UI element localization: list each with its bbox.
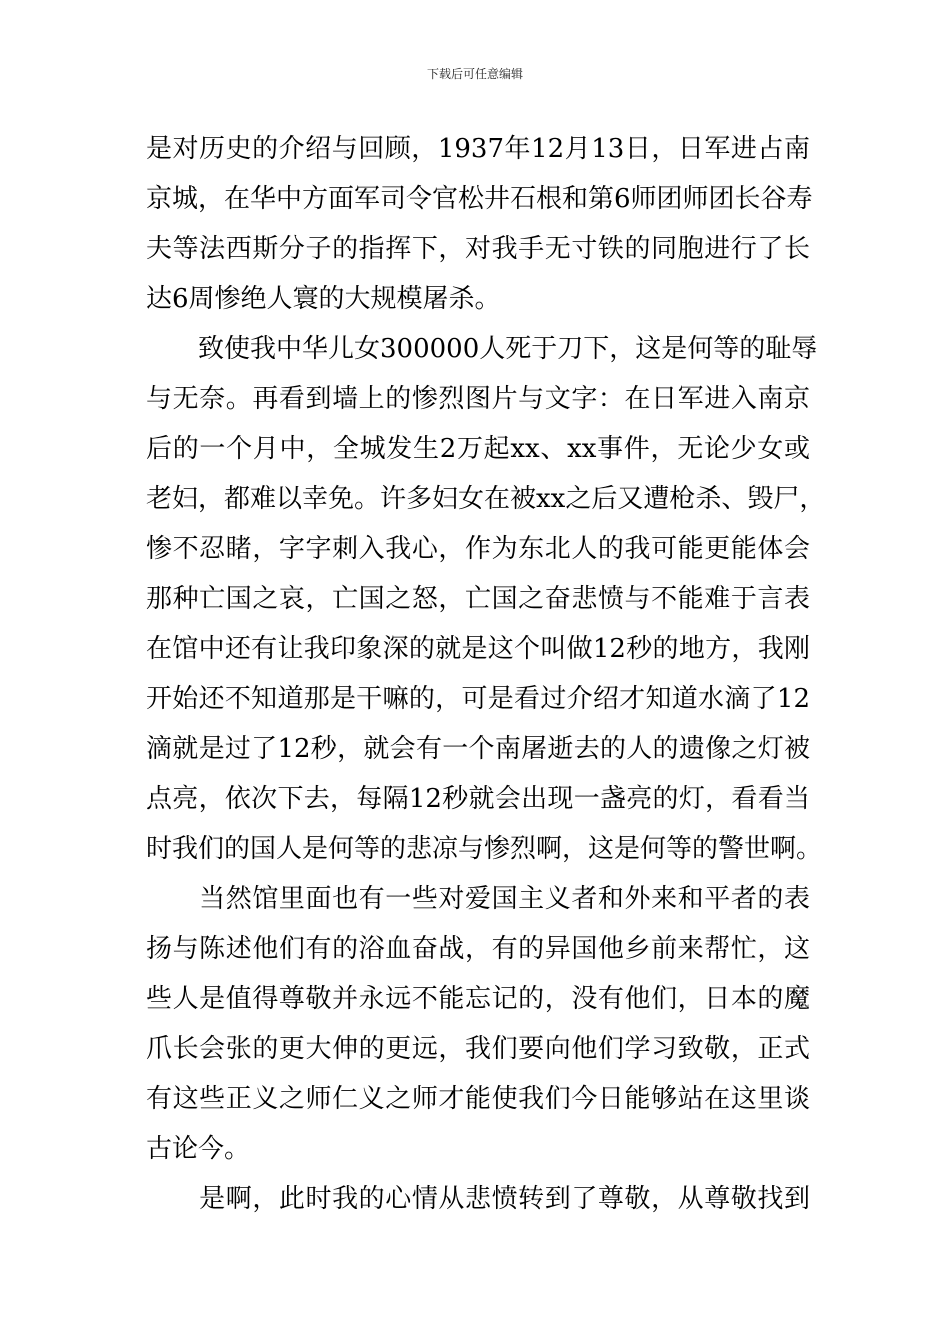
text-line-13: 滴就是过了12秒，就会有一个南屠逝去的人的遗像之灯被 (146, 734, 810, 764)
text-line-8: 老妇，都难以幸免。许多妇女在被xx之后又遭枪杀、毁尸， (146, 484, 826, 514)
text-line-20: 有这些正义之师仁义之师才能使我们今日能够站在这里谈 (146, 1084, 810, 1114)
document-body (146, 124, 826, 1224)
text-line-19: 爪长会张的更大伸的更远，我们要向他们学习致敬，正式 (146, 1034, 810, 1064)
text-line-6: 与无奈。再看到墙上的惨烈图片与文字：在日军进入南京 (146, 384, 810, 414)
text-line-4: 达6周惨绝人寰的大规模屠杀。 (146, 284, 501, 314)
text-line-16: 当然馆里面也有一些对爱国主义者和外来和平者的表 (146, 884, 810, 914)
text-line-18: 些人是值得尊敬并永远不能忘记的，没有他们，日本的魔 (146, 984, 810, 1014)
text-line-15: 时我们的国人是何等的悲凉与惨烈啊，这是何等的警世啊。 (146, 834, 823, 864)
text-line-14: 点亮，依次下去，每隔12秒就会出现一盏亮的灯，看看当 (146, 784, 810, 814)
text-line-17: 扬与陈述他们有的浴血奋战，有的异国他乡前来帮忙，这 (146, 934, 810, 964)
text-line-21: 古论今。 (146, 1134, 251, 1164)
text-line-10: 那种亡国之哀，亡国之怒，亡国之奋悲愤与不能难于言表 (146, 584, 810, 614)
text-line-3: 夫等法西斯分子的指挥下，对我手无寸铁的同胞进行了长 (146, 234, 810, 264)
text-line-9: 惨不忍睹，字字刺入我心，作为东北人的我可能更能体会 (146, 534, 810, 564)
text-line-22: 是啊，此时我的心情从悲愤转到了尊敬，从尊敬找到 (146, 1184, 810, 1214)
text-line-2: 京城，在华中方面军司令官松井石根和第6师团师团长谷寿 (146, 184, 813, 214)
text-line-5: 致使我中华儿女300000人死于刀下，这是何等的耻辱 (146, 334, 818, 364)
text-line-7: 后的一个月中，全城发生2万起xx、xx事件，无论少女或 (146, 434, 810, 464)
text-line-12: 开始还不知道那是干嘛的，可是看过介绍才知道水滴了12 (146, 684, 810, 714)
text-line-1: 是对历史的介绍与回顾，1937年12月13日，日军进占南 (146, 134, 810, 164)
page-header: 下载后可任意编辑 (426, 67, 523, 81)
text-line-11: 在馆中还有让我印象深的就是这个叫做12秒的地方，我刚 (146, 634, 810, 664)
